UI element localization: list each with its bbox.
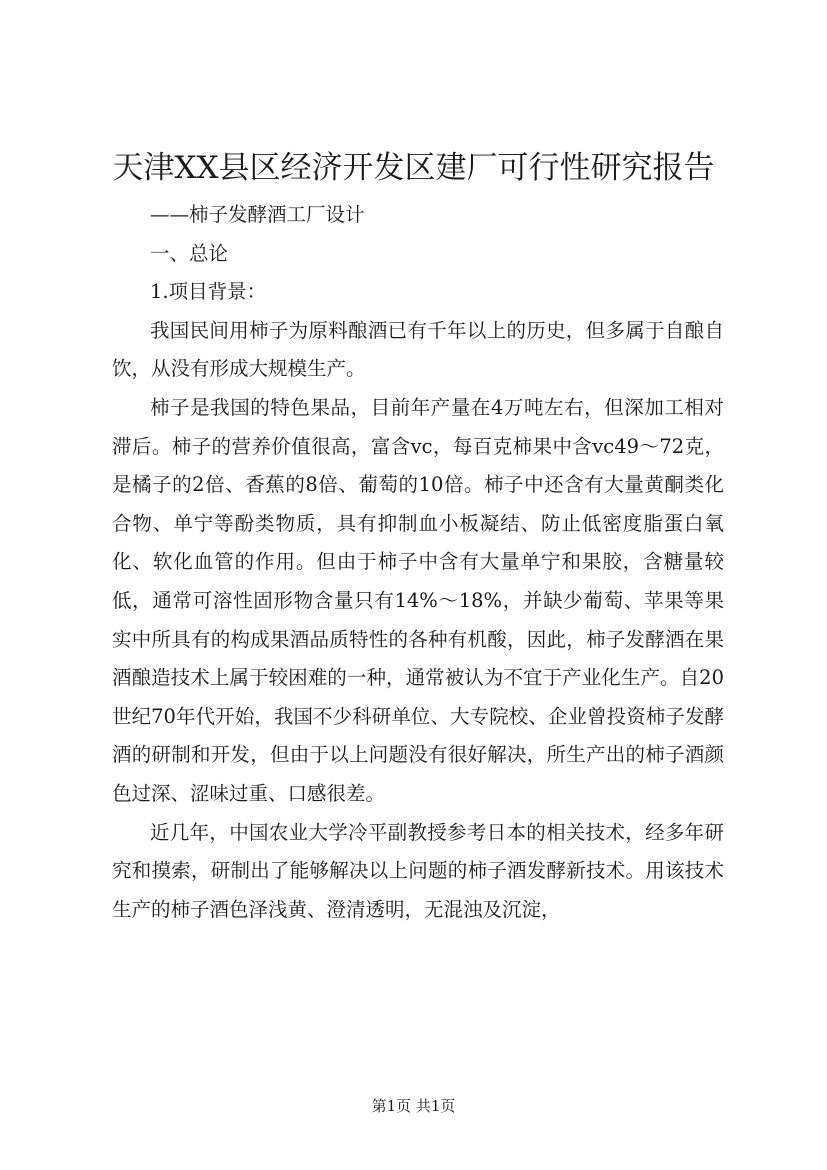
section-heading: 一、总论 bbox=[150, 241, 229, 265]
document-body bbox=[112, 196, 724, 929]
body-paragraph: 近几年，中国农业大学冷平副教授参考日本的相关技术，经多年研究和摸索，研制出了能够解决以上问题的柿子酒发酵新技术。用该技术生产的柿子酒色泽浅黄、澄清透明，无混浊及沉淀， bbox=[112, 820, 724, 921]
body-paragraph: 柿子是我国的特色果品，目前年产量在4万吨左右，但深加工相对滞后。柿子的营养价值很高，富含vc，每百克柿果中含vc49～72克，是橘子的2倍、香蕉的8倍、葡萄的10倍。柿子中还含有大量黄酮类化合物、单宁等酚类物质，具有抑制血小板凝结、防止低密度脂蛋白氧化、软化血管的作用。但由于柿子中含有大量单宁和果胶，含糖量较低，通常可溶性固形物含量只有14%～18%，并缺少葡萄、苹果等果实中所具有的构成果酒品质特性的各种有机酸，因此，柿子发酵酒在果酒酿造技术上属于较困难的一种，通常被认为不宜于产业化生产。自20世纪70年代开始，我国不少科研单位、大专院校、企业曾投资柿子发酵酒的研制和开发，但由于以上问题没有很好解决，所生产出的柿子酒颜色过深、涩味过重、口感很差。 bbox=[112, 395, 724, 805]
document-title: 天津XX县区经济开发区建厂可行性研究报告 bbox=[112, 150, 715, 186]
page-footer: 第1页 共1页 bbox=[371, 1097, 456, 1115]
subsection-heading: 1.项目背景： bbox=[150, 280, 267, 304]
subtitle-paragraph: ——柿子发酵酒工厂设计 bbox=[150, 203, 365, 226]
body-paragraph: 我国民间用柿子为原料酿酒已有千年以上的历史，但多属于自酿自饮，从没有形成大规模生产。 bbox=[112, 318, 724, 381]
